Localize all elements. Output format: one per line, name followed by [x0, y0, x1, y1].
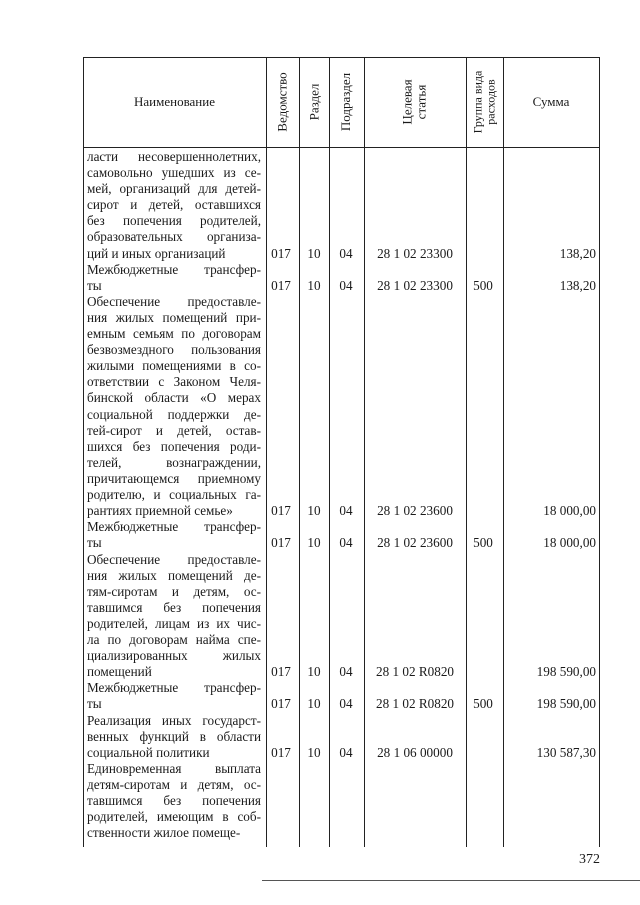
row-vedomstvo: 017: [271, 245, 291, 261]
row-podrazdel: 04: [339, 245, 353, 261]
header-celevaya-text: [401, 79, 429, 124]
row-podrazdel: 04: [339, 535, 353, 551]
row-summa: 198 590,00: [536, 696, 596, 712]
row-name: [87, 262, 261, 294]
row-summa: 138,20: [559, 277, 596, 293]
row-name-line: самовольно ушедших из се-: [87, 165, 261, 181]
row-name-line: образовательных организа-: [87, 229, 261, 245]
column-border: [364, 57, 365, 847]
row-name-line: социальной поддержки де-: [87, 406, 261, 422]
row-summa: 130 587,30: [536, 744, 596, 760]
row-name-line: ций и иных организаций: [87, 245, 226, 261]
row-name-line: телей, вознаграждении,: [87, 454, 261, 470]
header-summa: [503, 57, 599, 147]
row-name: [87, 294, 261, 519]
header-podrazdel-text: Подраздел: [338, 72, 354, 132]
header-name: [83, 57, 266, 147]
row-name-line: родителей, лицам из их чис-: [87, 615, 261, 631]
column-border: [266, 57, 267, 847]
row-celevaya: 28 1 06 00000: [377, 744, 453, 760]
row-name-line: сирот и детей, оставшихся: [87, 197, 261, 213]
header-celevaya-line1: Целевая: [399, 79, 415, 125]
row-vedomstvo: 017: [271, 744, 291, 760]
row-name: [87, 680, 261, 712]
row-name: [87, 519, 261, 551]
header-celevaya-line2: статья: [413, 84, 429, 120]
row-razdel: 10: [307, 503, 321, 519]
row-name-line: Реализация иных государст-: [87, 712, 261, 728]
row-celevaya: 28 1 02 23300: [377, 277, 453, 293]
header-bottom-border: [83, 147, 599, 148]
row-razdel: 10: [307, 277, 321, 293]
row-name-line: ласти несовершеннолетних,: [87, 149, 261, 164]
column-border: [599, 57, 600, 847]
row-name-line: безвозмездного пользования: [87, 342, 261, 358]
row-name-line: шихся без попечения роди-: [87, 438, 261, 454]
row-name-line: ла по договорам найма спе-: [87, 631, 261, 647]
row-name-line: Обеспечение предоставле-: [87, 551, 261, 567]
column-border: [466, 57, 467, 847]
column-border: [83, 57, 84, 847]
row-name-line: ответствии с Законом Челя-: [87, 374, 261, 390]
row-name: [87, 713, 261, 761]
page-number: 372: [579, 852, 600, 867]
row-celevaya: 28 1 02 R0820: [375, 664, 455, 680]
row-vedomstvo: 017: [271, 535, 291, 551]
row-name-line: ты: [87, 535, 102, 551]
row-celevaya: 28 1 02 23600: [377, 503, 453, 519]
row-razdel: 10: [307, 245, 321, 261]
row-name-line: тавшимся без попечения: [87, 792, 261, 808]
row-summa: 138,20: [559, 245, 596, 261]
row-gruppa: 500: [473, 277, 493, 293]
row-summa: 18 000,00: [543, 535, 596, 551]
row-name-line: помещений: [87, 664, 152, 680]
row-name-line: ты: [87, 696, 102, 712]
row-vedomstvo: 017: [271, 696, 291, 712]
row-celevaya: 28 1 02 23300: [377, 245, 453, 261]
row-podrazdel: 04: [339, 696, 353, 712]
header-celevaya: [364, 57, 466, 147]
column-border: [329, 57, 330, 847]
row-name-line: тей-сирот и детей, остав-: [87, 422, 261, 438]
row-name-line: Единовременная выплата: [87, 760, 261, 776]
row-podrazdel: 04: [339, 664, 353, 680]
row-name-line: тавшимся без попечения: [87, 599, 261, 615]
row-name-line: социальной политики: [87, 744, 210, 760]
row-name-line: ственности жилое помеще-: [87, 825, 241, 841]
header-vedomstvo: [266, 57, 299, 147]
row-name-line: циализированных жилых: [87, 648, 261, 664]
row-name-line: жилыми помещениями в со-: [87, 358, 261, 374]
column-border: [503, 57, 504, 847]
header-vedomstvo-text: Ведомство: [274, 72, 290, 132]
header-summa-text: Сумма: [532, 94, 570, 109]
row-name-line: ния жилых помещений де-: [87, 567, 261, 583]
table-top-border: [83, 57, 599, 58]
row-podrazdel: 04: [339, 277, 353, 293]
row-name-line: тям-сиротам и детям, ос-: [87, 583, 261, 599]
header-gruppa-text: [472, 71, 498, 134]
budget-table: [83, 57, 599, 847]
row-name-line: без попечения родителей,: [87, 213, 261, 229]
row-name: [87, 761, 261, 841]
row-razdel: 10: [307, 744, 321, 760]
row-name-line: емным семьям по договорам: [87, 326, 261, 342]
row-name-line: причитающемся приемному: [87, 470, 261, 486]
row-name-line: Межбюджетные трансфер-: [87, 680, 261, 696]
row-name-line: венных функций в области: [87, 728, 261, 744]
header-razdel: [299, 57, 329, 147]
row-celevaya: 28 1 02 23600: [377, 535, 453, 551]
row-vedomstvo: 017: [271, 503, 291, 519]
row-vedomstvo: 017: [271, 277, 291, 293]
row-name-line: Межбюджетные трансфер-: [87, 519, 261, 535]
row-vedomstvo: 017: [271, 664, 291, 680]
row-name-line: родителю, и социальных га-: [87, 487, 261, 503]
row-razdel: 10: [307, 535, 321, 551]
header-gruppa: [466, 57, 503, 147]
row-podrazdel: 04: [339, 744, 353, 760]
row-celevaya: 28 1 02 R0820: [375, 696, 455, 712]
row-name-line: Межбюджетные трансфер-: [87, 261, 261, 277]
row-name-line: ния жилых помещений при-: [87, 309, 261, 325]
header-name-text: Наименование: [134, 94, 215, 109]
header-podrazdel: [329, 57, 364, 147]
row-podrazdel: 04: [339, 503, 353, 519]
column-border: [299, 57, 300, 847]
row-name-line: рантиях приемной семье»: [87, 503, 233, 519]
row-name-line: бинской области «О мерах: [87, 390, 261, 406]
row-name: [87, 552, 261, 681]
row-razdel: 10: [307, 696, 321, 712]
row-summa: 198 590,00: [536, 664, 596, 680]
row-name-line: детям-сиротам и детям, ос-: [87, 776, 261, 792]
bottom-rule: [262, 880, 640, 881]
row-name-line: ты: [87, 277, 102, 293]
row-name-line: родителей, имеющим в соб-: [87, 809, 261, 825]
row-gruppa: 500: [473, 696, 493, 712]
row-name-line: мей, организаций для детей-: [87, 181, 261, 197]
header-razdel-text: Раздел: [306, 83, 321, 121]
row-name: [87, 149, 261, 262]
header-gruppa-line2: расходов: [483, 79, 498, 125]
header-gruppa-line1: Группа вида: [470, 70, 485, 134]
row-razdel: 10: [307, 664, 321, 680]
row-gruppa: 500: [473, 535, 493, 551]
row-name-line: Обеспечение предоставле-: [87, 293, 261, 309]
row-summa: 18 000,00: [543, 503, 596, 519]
